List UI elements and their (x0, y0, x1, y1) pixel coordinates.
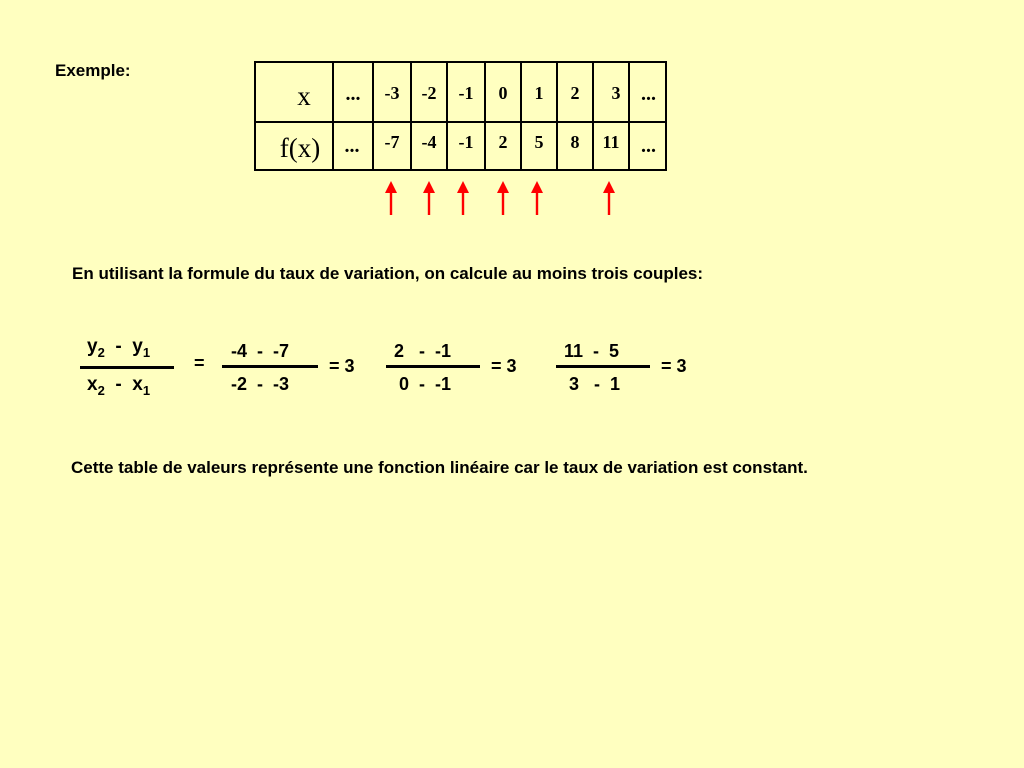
table-column-divider (446, 63, 448, 169)
calc-result: = 3 (329, 356, 355, 376)
x-header: x (297, 81, 311, 111)
calc-denominator: 3 - 1 (569, 374, 621, 394)
conclusion-text: Cette table de valeurs représente une fonction linéaire car le taux de variation est constant. (71, 458, 808, 477)
up-arrow-icon (385, 181, 397, 215)
formula-denominator: $x_2 - x_1$ (87, 374, 151, 398)
fx-cell: 11 (602, 132, 620, 152)
x-cell: 3 (611, 83, 621, 103)
x-cell: -2 (421, 83, 437, 103)
calc-denominator: 0 - -1 (399, 374, 452, 394)
table-row-divider (256, 121, 665, 123)
x-cell: -1 (458, 83, 474, 103)
x-cell: 2 (570, 83, 580, 103)
up-arrow-icon (497, 181, 509, 215)
fx-cell: ... (344, 135, 360, 157)
table-column-divider (592, 63, 594, 169)
calc-numerator: 2 - -1 (394, 341, 452, 361)
intro-text: En utilisant la formule du taux de variation, on calcule au moins trois couples: (72, 264, 704, 283)
example-label: Exemple: (55, 61, 131, 80)
formula-numerator: $y_2 - y_1$ (87, 336, 151, 360)
fx-cell: -7 (384, 132, 400, 152)
fraction-bar (80, 366, 174, 369)
table-column-divider (372, 63, 374, 169)
table-column-divider (484, 63, 486, 169)
table-column-divider (410, 63, 412, 169)
fx-cell: 2 (498, 132, 508, 152)
fx-header: f(x) (279, 133, 321, 163)
formula-equals: = (194, 353, 205, 373)
calc-result: = 3 (661, 356, 687, 376)
up-arrow-icon (423, 181, 435, 215)
fraction-bar (556, 365, 650, 368)
up-arrow-icon (603, 181, 615, 215)
calc-denominator: -2 - -3 (231, 374, 290, 394)
x-cell: 1 (534, 83, 544, 103)
x-cell: ... (641, 83, 656, 105)
up-arrow-icon (531, 181, 543, 215)
x-cell: -3 (384, 83, 400, 103)
table-column-divider (520, 63, 522, 169)
table-column-divider (556, 63, 558, 169)
fx-cell: -4 (421, 132, 437, 152)
calc-numerator: -4 - -7 (231, 341, 290, 361)
value-table (254, 61, 667, 171)
calc-result: = 3 (491, 356, 517, 376)
fx-cell: 8 (570, 132, 580, 152)
up-arrow-icon (457, 181, 469, 215)
fx-cell: ... (641, 135, 656, 157)
fraction-bar (386, 365, 480, 368)
x-cell: ... (345, 83, 361, 105)
fx-cell: -1 (458, 132, 474, 152)
fx-cell: 5 (534, 132, 544, 152)
calc-numerator: 11 - 5 (564, 341, 620, 361)
x-cell: 0 (498, 83, 508, 103)
fraction-bar (222, 365, 318, 368)
